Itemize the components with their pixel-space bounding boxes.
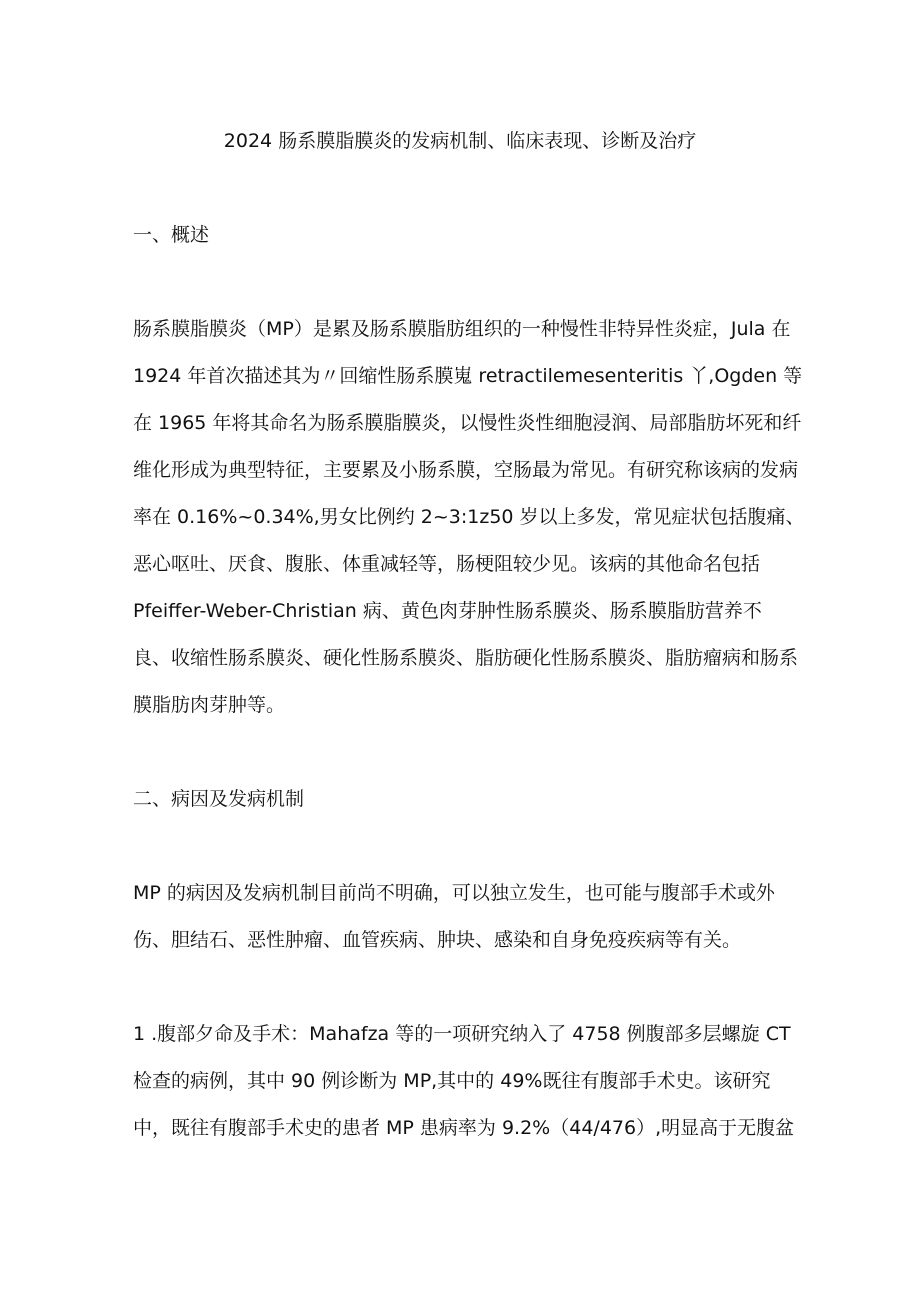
section-heading-etiology: 二、病因及发病机制	[133, 788, 305, 810]
paragraph-line: 恶心呕吐、厌食、腹胀、体重减轻等，肠梗阻较少见。该病的其他命名包括	[133, 553, 761, 575]
paragraph-line: Pfeiffer-Weber-Christian 病、黄色肉芽肿性肠系膜炎、肠系膜脂肪营养不	[133, 600, 762, 622]
document-title: 2024 肠系膜脂膜炎的发病机制、临床表现、诊断及治疗	[223, 130, 697, 152]
paragraph-line: 伤、胆结石、恶性肿瘤、血管疾病、肿块、感染和自身免疫疾病等有关。	[133, 929, 742, 951]
paragraph-line: 肠系膜脂膜炎（MP）是累及肠系膜脂肪组织的一种慢性非特异性炎症，Jula 在	[133, 318, 791, 340]
paragraph-line: 中，既往有腹部手术史的患者 MP 患病率为 9.2%（44/476）,明显高于无腹盆	[133, 1117, 795, 1139]
paragraph-line: 1 .腹部夕命及手术：Mahafza 等的一项研究纳入了 4758 例腹部多层螺旋 CT	[133, 1023, 791, 1045]
paragraph-line: 膜脂肪肉芽肿等。	[133, 694, 286, 716]
paragraph-line: 率在 0.16%~0.34%,男女比例约 2~3:1z50 岁以上多发，常见症状包括腹痛、	[133, 506, 805, 528]
paragraph-line: MP 的病因及发病机制目前尚不明确，可以独立发生，也可能与腹部手术或外	[133, 882, 775, 904]
paragraph-line: 在 1965 年将其命名为肠系膜脂膜炎，以慢性炎性细胞浸润、局部脂肪坏死和纤	[133, 412, 802, 434]
paragraph-line: 维化形成为典型特征，主要累及小肠系膜，空肠最为常见。有研究称该病的发病	[133, 459, 799, 481]
paragraph-line: 检查的病例，其中 90 例诊断为 MP,其中的 49%既往有腹部手术史。该研究	[133, 1070, 771, 1092]
section-heading-overview: 一、概述	[133, 224, 210, 246]
paragraph-line: 1924 年首次描述其为〃回缩性肠系膜嵬 retractilemesenteritis 丫,Ogden 等	[133, 365, 803, 387]
paragraph-line: 良、收缩性肠系膜炎、硬化性肠系膜炎、脂肪硬化性肠系膜炎、脂肪瘤病和肠系	[133, 647, 799, 669]
